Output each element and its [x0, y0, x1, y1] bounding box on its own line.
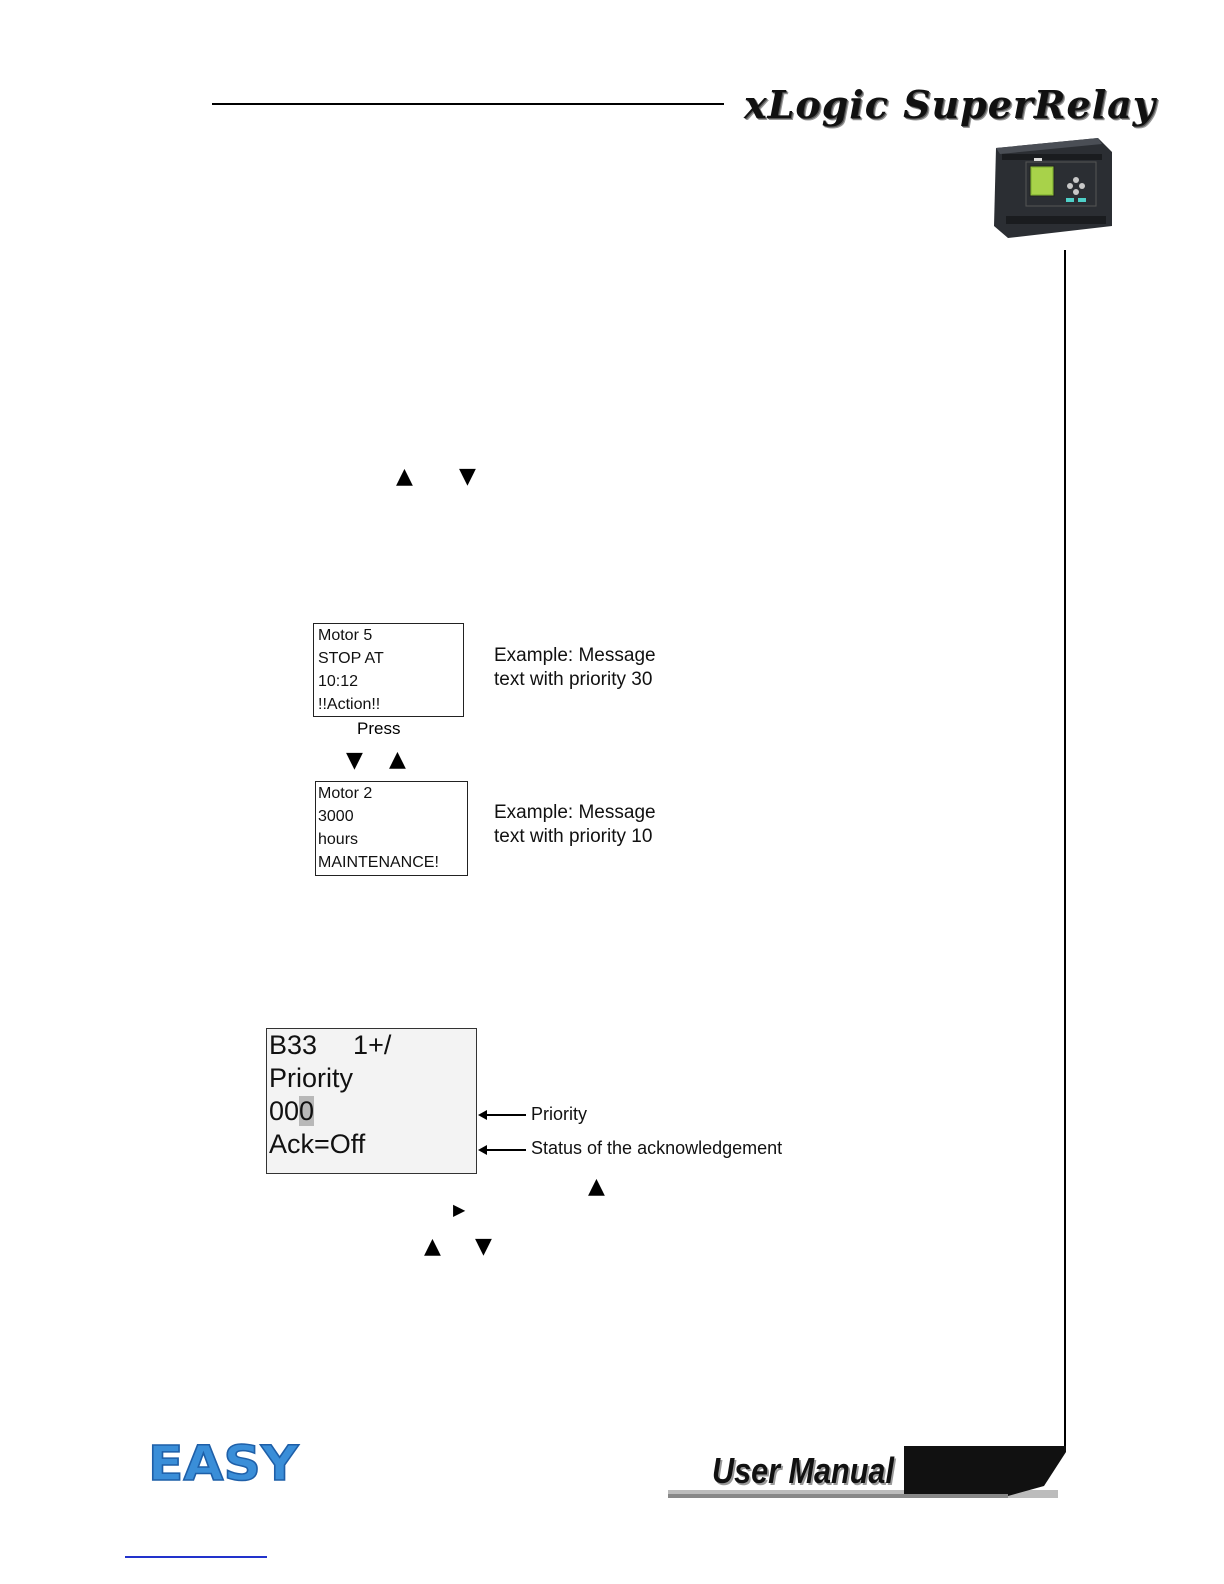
- user-manual-label: User Manual: [712, 1450, 894, 1491]
- down-arrow-icon: ▼: [475, 1234, 492, 1259]
- header-rule: [212, 103, 724, 105]
- caption-line: Example: Message: [494, 645, 656, 666]
- param-line-ack: Ack=Off: [269, 1129, 366, 1159]
- block-number: B33: [269, 1030, 318, 1060]
- lcd-line: Motor 2: [318, 785, 373, 802]
- device-photo: [990, 134, 1114, 240]
- caption-line: Example: Message: [494, 802, 656, 823]
- caption-line: text with priority 30: [494, 669, 653, 690]
- param-number: 1+/: [353, 1030, 392, 1060]
- up-arrow-icon: ▲: [424, 1234, 441, 1259]
- page-side-rule: [1064, 250, 1066, 1450]
- down-arrow-icon: ▼: [346, 748, 363, 773]
- caption-line: text with priority 10: [494, 826, 653, 847]
- caption-example-2: [494, 801, 656, 849]
- up-arrow-icon: ▲: [396, 464, 413, 489]
- lcd-line: !!Action!!: [318, 696, 381, 713]
- lcd-line: STOP AT: [318, 650, 384, 667]
- up-arrow-icon: ▲: [389, 747, 406, 772]
- annotation-leader: [486, 1149, 526, 1151]
- lcd-line: hours: [318, 831, 359, 848]
- up-arrow-icon: ▲: [588, 1174, 605, 1199]
- edit-cursor: 0: [299, 1096, 315, 1126]
- caption-example-1: [494, 644, 656, 692]
- lcd-line: 10:12: [318, 673, 359, 690]
- lcd-line: Motor 5: [318, 627, 373, 644]
- easy-logo: EASY: [148, 1436, 299, 1492]
- annotation-priority: Priority: [531, 1104, 588, 1124]
- lcd-line: MAINTENANCE!: [318, 854, 439, 871]
- header-title: xLogic SuperRelay: [744, 82, 1156, 127]
- right-arrow-icon: ▶: [453, 1200, 466, 1219]
- footer-link-underline[interactable]: [125, 1556, 267, 1558]
- param-line-priority: [269, 1095, 474, 1128]
- lcd-example-priority-30: [313, 623, 464, 717]
- annotation-ack: Status of the acknowledgement: [531, 1138, 783, 1158]
- lcd-example-priority-10: [315, 781, 468, 876]
- press-label: Press: [357, 719, 401, 738]
- lcd-parameter-display: [266, 1028, 477, 1174]
- lcd-line: 3000: [318, 808, 354, 825]
- priority-value: 00: [269, 1096, 300, 1126]
- down-arrow-icon: ▼: [459, 464, 476, 489]
- param-line-label: Priority: [269, 1063, 354, 1093]
- param-line-block: [269, 1029, 474, 1062]
- annotation-leader: [486, 1114, 526, 1116]
